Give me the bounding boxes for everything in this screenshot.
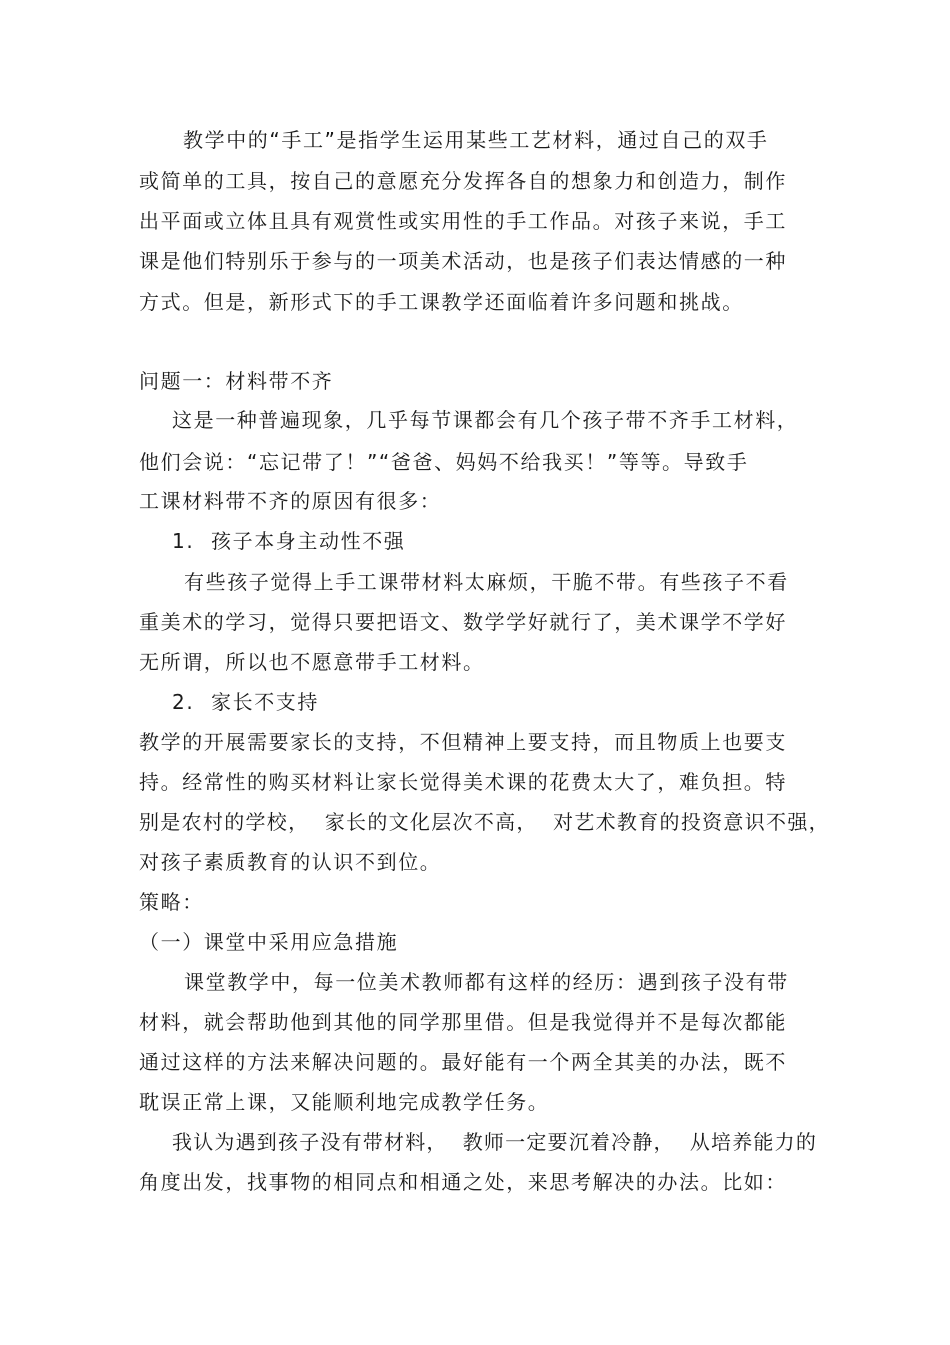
reason2-line: 持。经常性的购买材料让家长觉得美术课的花费太大了，难负担。特 [139,770,787,794]
reason1-line: 无所谓，所以也不愿意带手工材料。 [139,650,485,674]
reason2-line: 对孩子素质教育的认识不到位。 [139,850,442,874]
problem1-line: 这是一种普遍现象，几乎每节课都会有几个孩子带不齐手工材料， [172,408,799,432]
problem1-line: 他们会说：“忘记带了！”“爸爸、妈妈不给我买！”等等。导致手 [139,450,749,474]
reason1-title: 孩子本身主动性不强 [211,529,406,553]
reason1-line: 有些孩子觉得上手工课带材料太麻烦，干脆不带。有些孩子不看 [184,570,789,594]
strategy-label: 策略： [139,890,204,914]
reason2-line: 别是农村的学校， 家长的文化层次不高， 对艺术教育的投资意识不强， [139,810,830,834]
strategy1-line: 通过这样的方法来解决问题的。最好能有一个两全其美的办法，既不 [139,1050,787,1074]
closing-line: 角度出发，找事物的相同点和相通之处，来思考解决的办法。比如： [139,1170,787,1194]
reason2-title: 家长不支持 [211,690,319,714]
reason1-line: 重美术的学习，觉得只要把语文、数学学好就行了，美术课学不学好 [139,610,787,634]
strategy1-line: 耽误正常上课，又能顺利地完成教学任务。 [139,1090,550,1114]
problem1-heading: 问题一：材料带不齐 [139,369,334,393]
reason2-number: 2. [172,690,195,714]
reason1-number: 1. [172,529,195,553]
reason2-line: 教学的开展需要家长的支持，不但精神上要支持，而且物质上也要支 [139,730,787,754]
intro-line: 教学中的“手工”是指学生运用某些工艺材料，通过自己的双手 [183,128,769,152]
intro-line: 或简单的工具，按自己的意愿充分发挥各自的想象力和创造力，制作 [139,169,787,193]
intro-line: 出平面或立体且具有观赏性或实用性的手工作品。对孩子来说，手工 [139,209,787,233]
strategy1-line: 材料，就会帮助他到其他的同学那里借。但是我觉得并不是每次都能 [139,1010,787,1034]
intro-line: 课是他们特别乐于参与的一项美术活动，也是孩子们表达情感的一种 [139,249,787,273]
strategy1-line: 课堂教学中，每一位美术教师都有这样的经历：遇到孩子没有带 [184,970,789,994]
intro-line: 方式。但是，新形式下的手工课教学还面临着许多问题和挑战。 [139,290,744,314]
problem1-line: 工课材料带不齐的原因有很多： [139,489,442,513]
closing-line: 我认为遇到孩子没有带材料， 教师一定要沉着冷静， 从培养能力的 [172,1130,818,1154]
strategy1-heading: （一）课堂中采用应急措施 [139,930,399,954]
